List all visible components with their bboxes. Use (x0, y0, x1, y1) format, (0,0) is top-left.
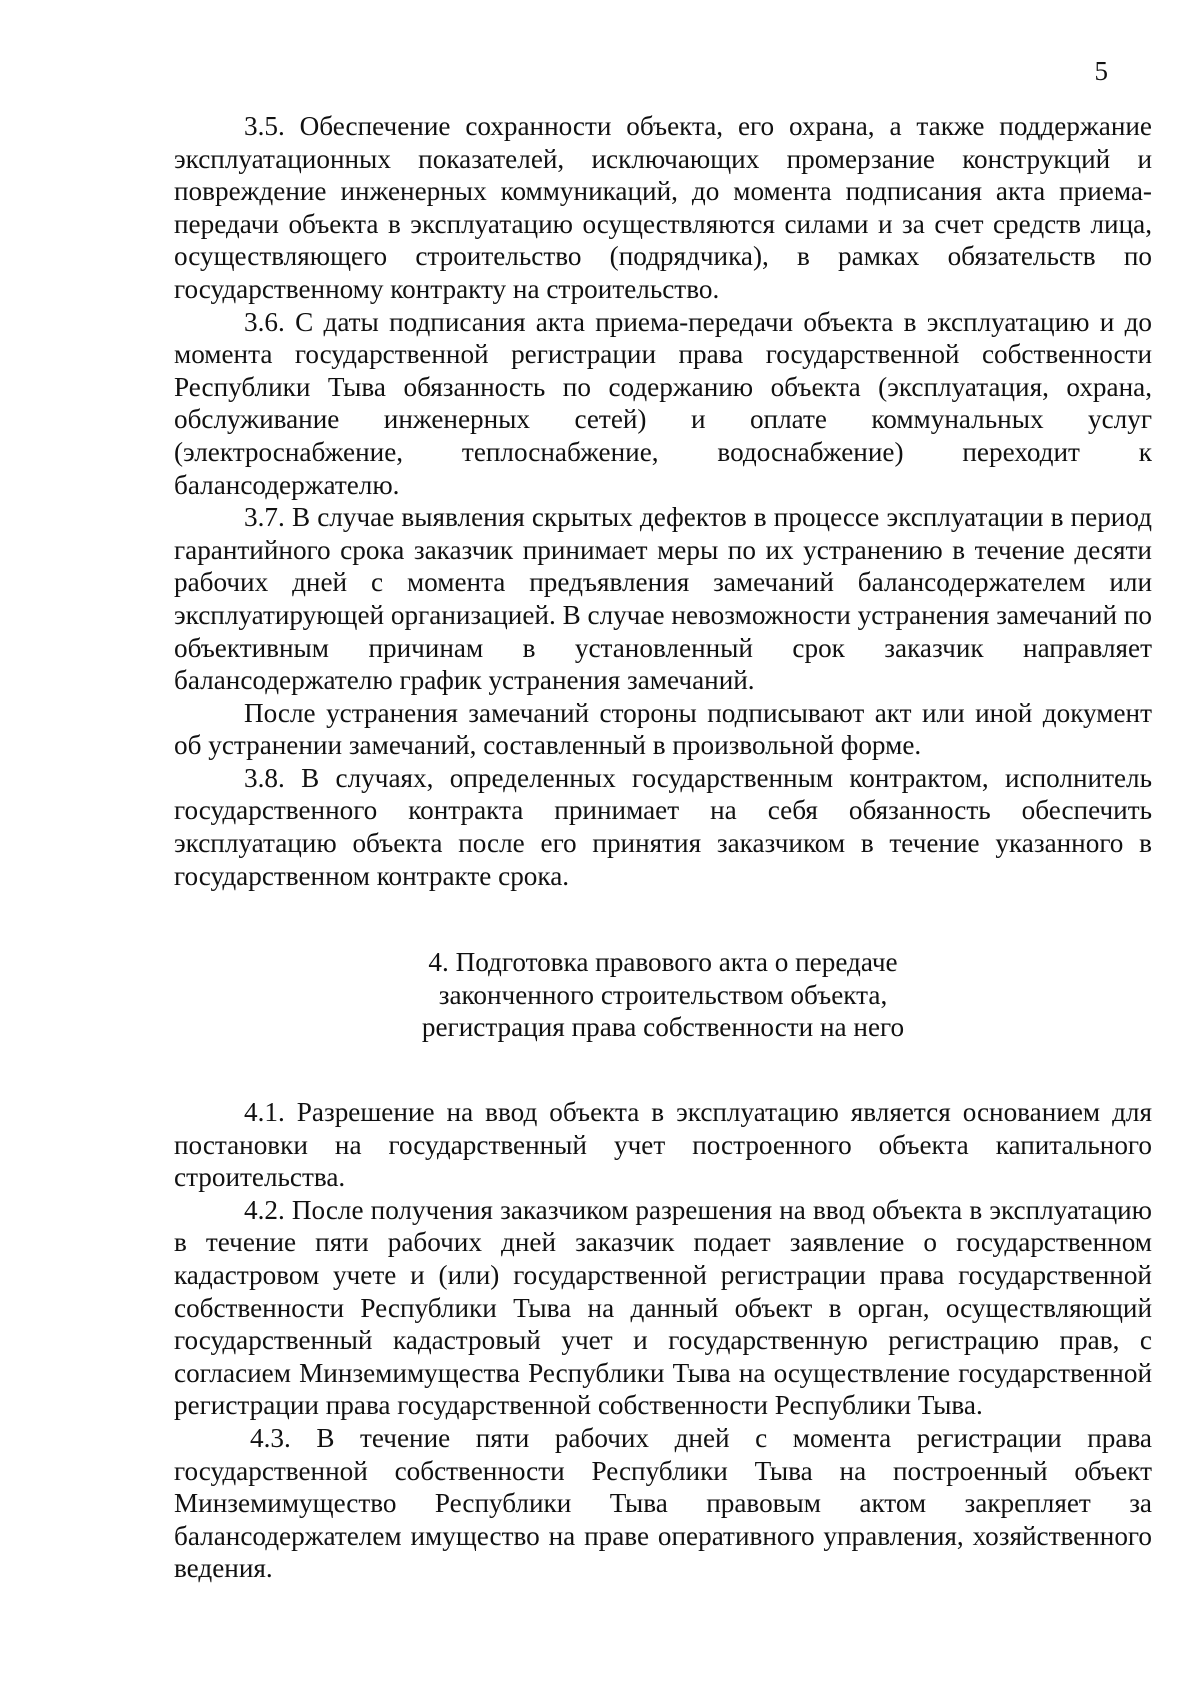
paragraph-3-8: 3.8. В случаях, определенных государственным контрактом, исполнитель государственного контракта принимает на себя обязанность обеспечить эксплуатацию объекта после его принятия заказчиком в течение указанного в государственном контракте срока. (174, 762, 1152, 891)
document-body (174, 110, 1152, 1585)
section-4-heading (174, 946, 1152, 1044)
paragraph-4-2: 4.2. После получения заказчиком разрешения на ввод объекта в эксплуатацию в течение пяти рабочих дней заказчик подает заявление о государственном кадастровом учете и (или) государственной регистрации права государственной собственности Республики Тыва на данный объект в орган, осуществляющий государственный кадастровый учет и государственную регистрацию прав, с согласием Минземимущества Республики Тыва на осуществление государственной регистрации права государственной собственности Республики Тыва. (174, 1194, 1152, 1421)
paragraph-3-7-continued: После устранения замечаний стороны подписывают акт или иной документ об устранении замечаний, составленный в произвольной форме. (174, 697, 1152, 761)
section-4-heading-line-2: законченного строительством объекта, (438, 979, 888, 1010)
paragraph-3-6: 3.6. С даты подписания акта приема-передачи объекта в эксплуатацию и до момента государственной регистрации права государственной собственности Республики Тыва обязанность по содержанию объекта (эксплуатация, охрана, обслуживание инженерных сетей) и оплате коммунальных услуг (электроснабжение, теплоснабжение, водоснабжение) переходит к балансодержателю. (174, 306, 1152, 500)
section-4-heading-line-3: регистрация права собственности на него (421, 1012, 905, 1043)
section-4-heading-line-1: 4. Подготовка правового акта о передаче (428, 947, 898, 978)
paragraph-4-1: 4.1. Разрешение на ввод объекта в эксплуатацию является основанием для постановки на государственный учет построенного объекта капитального строительства. (174, 1097, 1152, 1193)
page-number: 5 (1094, 56, 1108, 86)
paragraph-4-3: 4.3. В течение пяти рабочих дней с момента регистрации права государственной собственности Республики Тыва на построенный объект Минземимущество Республики Тыва правовым актом закрепляет за балансодержателем имущество на праве оперативного управления, хозяйственного ведения. (174, 1422, 1152, 1584)
paragraph-3-5: 3.5. Обеспечение сохранности объекта, его охрана, а также поддержание эксплуатационных показателей, исключающих промерзание конструкций и повреждение инженерных коммуникаций, до момента подписания акта приема-передачи объекта в эксплуатацию осуществляются силами и за счет средств лица, осуществляющего строительство (подрядчика), в рамках обязательств по государственному контракту на строительство. (174, 111, 1152, 304)
paragraph-3-7: 3.7. В случае выявления скрытых дефектов в процессе эксплуатации в период гарантийного срока заказчик принимает меры по их устранению в течение десяти рабочих дней с момента предъявления замечаний балансодержателем или эксплуатирующей организацией. В случае невозможности устранения замечаний по объективным причинам в установленный срок заказчик направляет балансодержателю график устранения замечаний. (174, 502, 1152, 696)
